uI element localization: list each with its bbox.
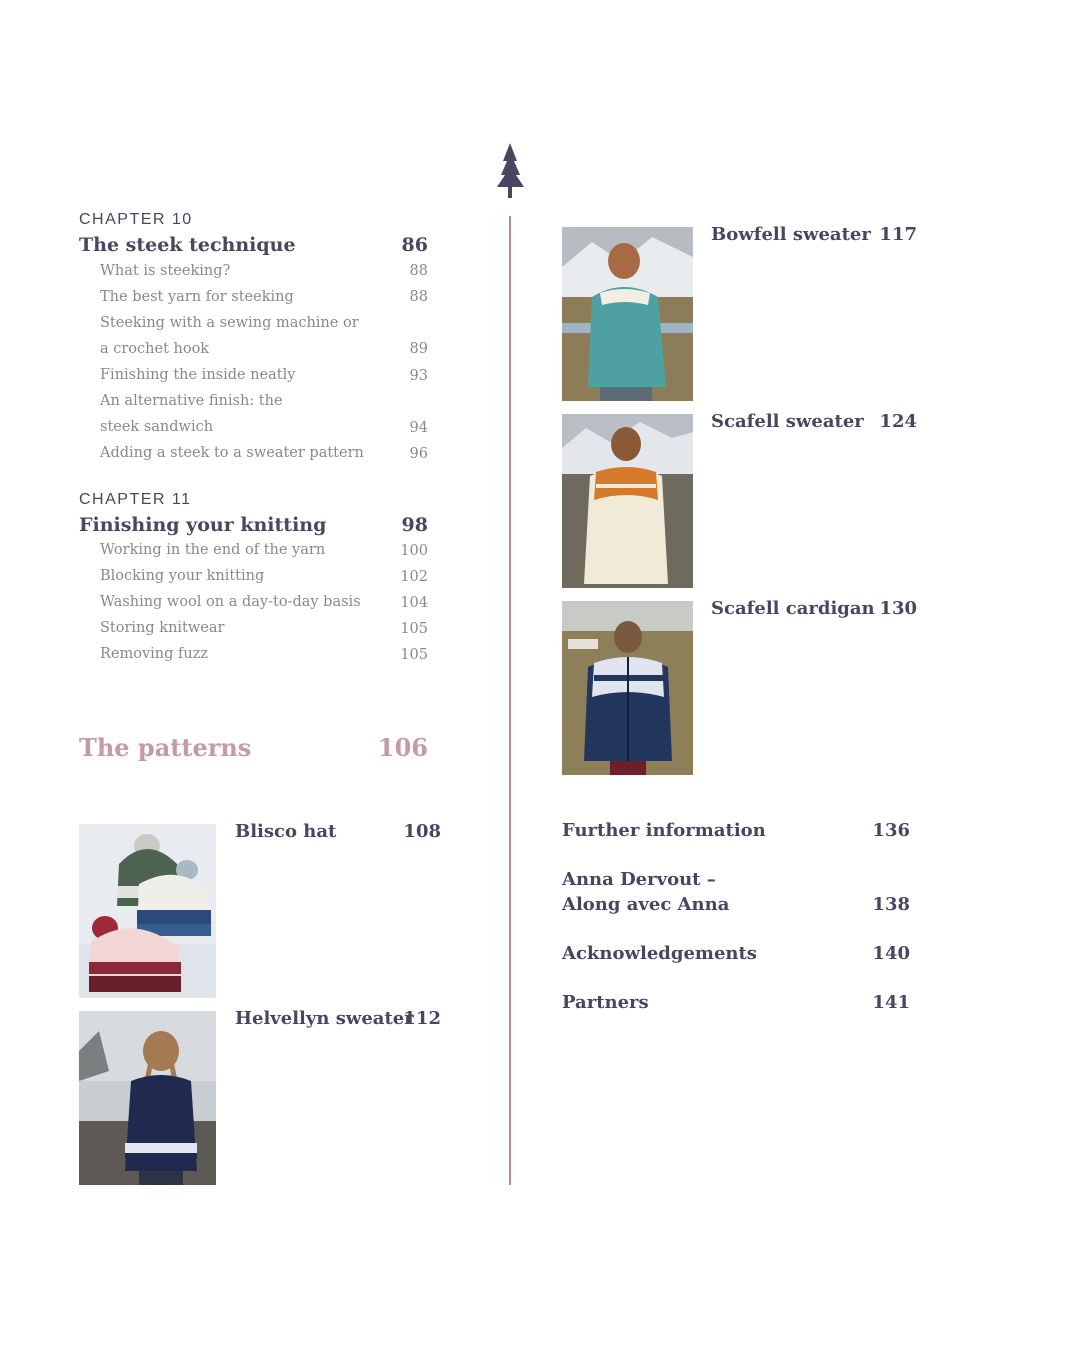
chapter-10-label: CHAPTER 10 — [79, 211, 193, 228]
bowfell-sweater-photo — [562, 227, 693, 401]
pattern-page: 124 — [879, 411, 917, 432]
toc-item-page: 88 — [409, 263, 428, 279]
pattern-title[interactable]: Scafell cardigan — [711, 598, 875, 619]
partners-title[interactable]: Partners — [562, 992, 649, 1013]
chapter-10-title[interactable]: The steek technique — [79, 234, 296, 256]
toc-item-page: 93 — [409, 368, 428, 384]
toc-item-page: 105 — [400, 647, 428, 663]
chapter-11-page: 98 — [401, 514, 428, 536]
toc-item-page: 88 — [409, 289, 428, 305]
toc-item[interactable]: An alternative finish: the — [100, 393, 283, 409]
toc-item[interactable]: Storing knitwear — [100, 620, 225, 636]
toc-item-page: 104 — [400, 595, 428, 611]
pattern-page: 117 — [879, 224, 917, 245]
toc-item[interactable]: Steeking with a sewing machine or — [100, 315, 359, 331]
toc-item[interactable]: steek sandwich — [100, 419, 214, 435]
toc-item[interactable]: Finishing the inside neatly — [100, 367, 296, 383]
toc-item-page: 105 — [400, 621, 428, 637]
pattern-page: 108 — [403, 821, 441, 842]
anna-dervout-line1: Anna Dervout – — [562, 869, 716, 890]
toc-item-page: 89 — [409, 341, 428, 357]
pattern-page: 112 — [403, 1008, 441, 1029]
further-information-title[interactable]: Further information — [562, 820, 766, 841]
toc-item[interactable]: Working in the end of the yarn — [100, 542, 326, 558]
patterns-heading[interactable]: The patterns — [79, 733, 252, 762]
toc-item[interactable]: Removing fuzz — [100, 646, 209, 662]
blisco-hat-photo — [79, 824, 216, 998]
toc-item[interactable]: The best yarn for steeking — [100, 289, 294, 305]
chapter-11-label: CHAPTER 11 — [79, 491, 192, 508]
scafell-sweater-photo — [562, 414, 693, 588]
scafell-cardigan-photo — [562, 601, 693, 775]
pattern-title[interactable]: Helvellyn sweater — [235, 1008, 414, 1029]
pattern-title[interactable]: Bowfell sweater — [711, 224, 871, 245]
toc-item[interactable]: Adding a steek to a sweater pattern — [100, 445, 364, 461]
acknowledgements-title[interactable]: Acknowledgements — [562, 943, 757, 964]
further-information-page: 136 — [872, 820, 910, 841]
toc-item-page: 96 — [409, 446, 428, 462]
pattern-title[interactable]: Scafell sweater — [711, 411, 864, 432]
chapter-11-title[interactable]: Finishing your knitting — [79, 514, 327, 536]
pattern-page: 130 — [879, 598, 917, 619]
anna-dervout-line2: Along avec Anna — [562, 894, 730, 915]
toc-item[interactable]: Blocking your knitting — [100, 568, 265, 584]
anna-dervout-page: 138 — [872, 894, 910, 915]
toc-item-page: 100 — [400, 543, 428, 559]
column-divider — [509, 216, 511, 1185]
toc-item[interactable]: a crochet hook — [100, 341, 210, 357]
acknowledgements-page: 140 — [872, 943, 910, 964]
partners-page: 141 — [872, 992, 910, 1013]
anna-dervout-title[interactable] — [562, 867, 729, 917]
pattern-title[interactable]: Blisco hat — [235, 821, 337, 842]
tree-icon — [497, 143, 525, 199]
patterns-page: 106 — [377, 733, 428, 762]
helvellyn-sweater-photo — [79, 1011, 216, 1185]
toc-item-page: 94 — [409, 420, 428, 436]
toc-item[interactable]: What is steeking? — [100, 263, 231, 279]
toc-item[interactable]: Washing wool on a day-to-day basis — [100, 594, 361, 610]
chapter-10-page: 86 — [401, 234, 428, 256]
toc-item-page: 102 — [400, 569, 428, 585]
